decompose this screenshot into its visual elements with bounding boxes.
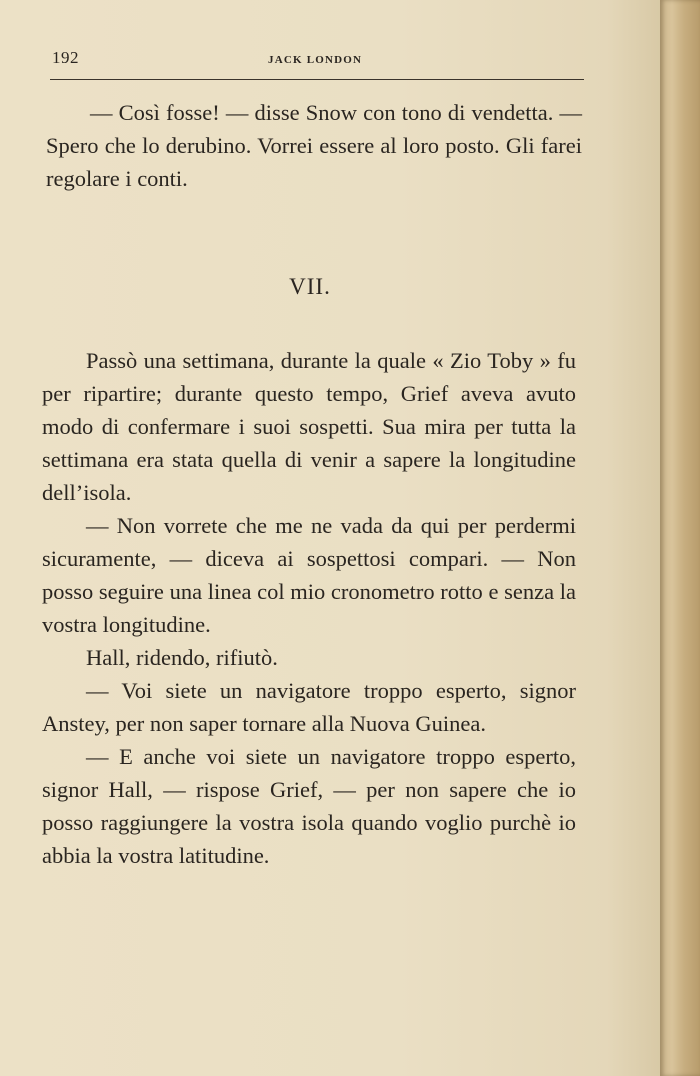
paragraph: Passò una settimana, durante la quale « Zio Toby » fu per ripartire; durante questo tempo, Grief aveva avuto modo di confermare i suoi sospetti. Sua mira per tutta la settimana era stata quella di venir a sapere la longitudine dell’isola. <box>42 348 576 505</box>
header-rule <box>50 79 584 80</box>
paragraph: — Non vorrete che me ne vada da qui per perdermi sicuramente, — diceva ai sospettosi compari. — Non posso seguire una linea col mio cronometro rotto e senza la vostra longitudine. <box>42 513 576 637</box>
running-head: JACK LONDON <box>268 54 363 66</box>
paragraph: — E anche voi siete un navigatore troppo esperto, signor Hall, — rispose Grief, — per non sapere che io posso raggiungere la vostra isola quando voglio purchè io abbia la vostra latitudine. <box>42 744 576 868</box>
page-header <box>52 48 582 76</box>
paragraph: Hall, ridendo, rifiutò. <box>86 645 278 670</box>
page-edge <box>660 0 700 1076</box>
chapter-heading: VII. <box>289 274 331 299</box>
continued-text <box>46 96 582 195</box>
paragraph: — Voi siete un navigatore troppo esperto, signor Anstey, per non saper tornare alla Nuova Guinea. <box>42 678 576 736</box>
chapter-body <box>42 344 576 872</box>
paragraph: — Così fosse! — disse Snow con tono di vendetta. — Spero che lo derubino. Vorrei essere al loro posto. Gli farei regolare i conti. <box>46 100 582 191</box>
page-number: 192 <box>52 48 79 67</box>
